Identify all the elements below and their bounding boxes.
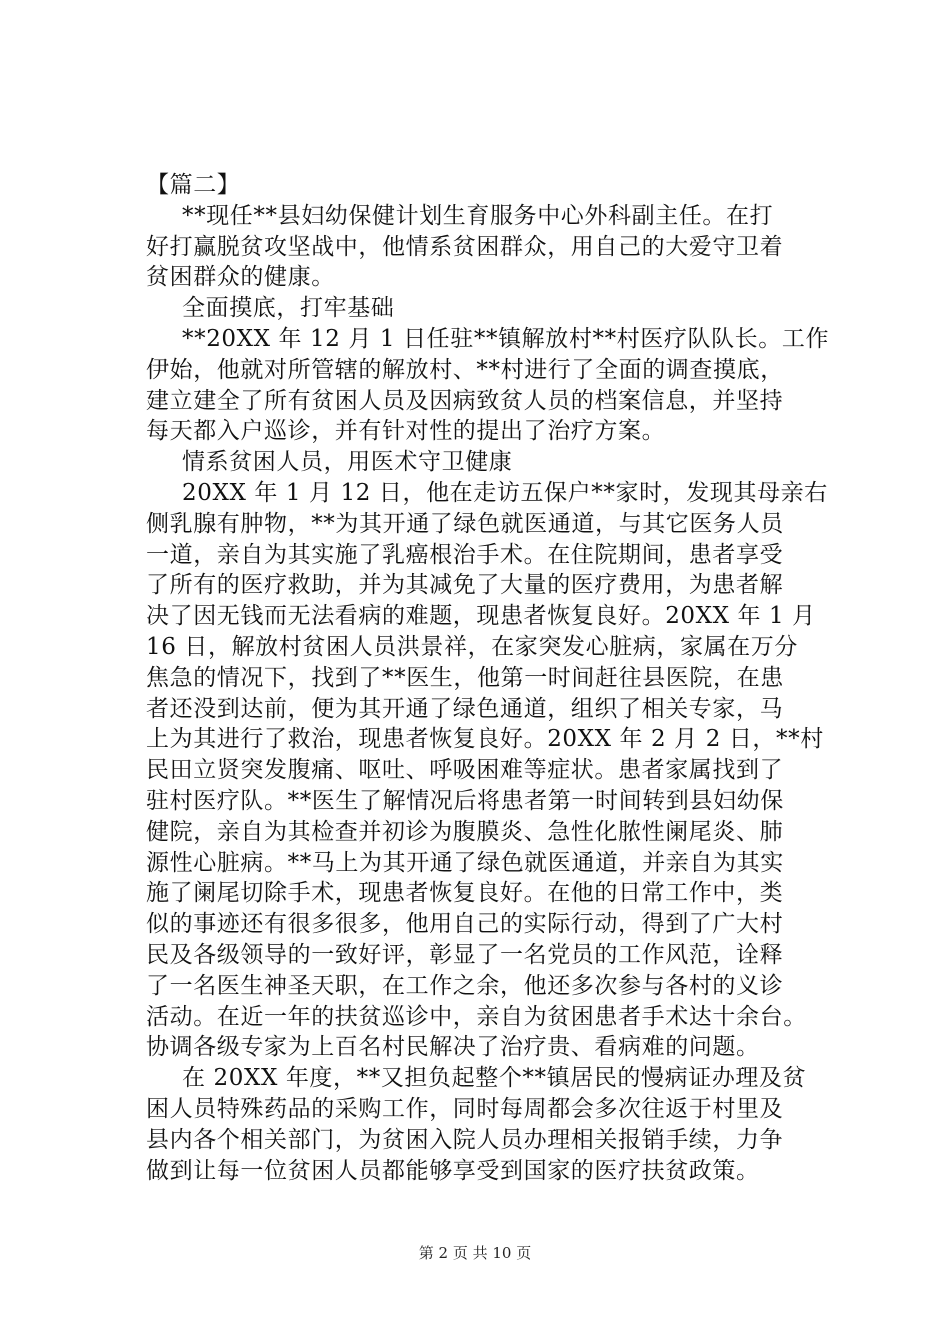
paragraph-line: 协调各级专家为上百名村民解决了治疗贵、看病难的问题。	[146, 1034, 760, 1061]
paragraph-line: 施了阑尾切除手术，现患者恢复良好。在他的日常工作中，类	[146, 880, 784, 907]
paragraph-line: 民田立贤突发腹痛、呕吐、呼吸困难等症状。患者家属找到了	[146, 757, 784, 784]
paragraph-line: 每天都入户巡诊，并有针对性的提出了治疗方案。	[146, 418, 666, 445]
paragraph-line: 贫困群众的健康。	[146, 264, 335, 291]
paragraph-line: 者还没到达前，便为其开通了绿色通道，组织了相关专家，马	[146, 695, 784, 722]
paragraph-line: 县内各个相关部门，为贫困入院人员办理相关报销手续，力争	[146, 1126, 784, 1153]
paragraph-line: 似的事迹还有很多很多，他用自己的实际行动，得到了广大村	[146, 911, 784, 938]
document-body	[146, 170, 846, 1186]
paragraph-line: 侧乳腺有肿物，**为其开通了绿色就医通道，与其它医务人员	[146, 510, 784, 537]
paragraph-line: 伊始，他就对所管辖的解放村、**村进行了全面的调查摸底，	[146, 356, 784, 383]
paragraph-line: 20XX 年 1 月 12 日，他在走访五保户**家时，发现其母亲右	[182, 479, 828, 506]
paragraph-line: 一道，亲自为其实施了乳癌根治手术。在住院期间，患者享受	[146, 541, 784, 568]
paragraph-line: 源性心脏病。**马上为其开通了绿色就医通道，并亲自为其实	[146, 849, 784, 876]
paragraph-line: 建立建全了所有贫困人员及因病致贫人员的档案信息，并坚持	[146, 387, 784, 414]
subheading: 情系贫困人员，用医术守卫健康	[182, 449, 513, 476]
paragraph-line: 了所有的医疗救助，并为其减免了大量的医疗费用，为患者解	[146, 572, 784, 599]
paragraph-line: 活动。在近一年的扶贫巡诊中，亲自为贫困患者手术达十余台。	[146, 1003, 807, 1030]
paragraph-line: 上为其进行了救治，现患者恢复良好。20XX 年 2 月 2 日，**村	[146, 726, 824, 753]
paragraph-line: 在 20XX 年度，**又担负起整个**镇居民的慢病证办理及贫	[182, 1065, 807, 1092]
paragraph-line: 焦急的情况下，找到了**医生，他第一时间赶往县医院，在患	[146, 664, 784, 691]
page-number-footer: 第 2 页 共 10 页	[418, 1244, 532, 1262]
paragraph-line: 健院，亲自为其检查并初诊为腹膜炎、急性化脓性阑尾炎、肺	[146, 818, 784, 845]
paragraph-line: 驻村医疗队。**医生了解情况后将患者第一时间转到县妇幼保	[146, 787, 784, 814]
paragraph-line: 好打赢脱贫攻坚战中，他情系贫困群众，用自己的大爱守卫着	[146, 233, 784, 260]
paragraph-line: 了一名医生神圣天职，在工作之余，他还多次参与各村的义诊	[146, 972, 784, 999]
section-heading: 【篇二】	[146, 172, 241, 198]
paragraph-line: 做到让每一位贫困人员都能够享受到国家的医疗扶贫政策。	[146, 1157, 760, 1184]
paragraph-line: **现任**县妇幼保健计划生育服务中心外科副主任。在打	[182, 202, 774, 229]
paragraph-line: 决了因无钱而无法看病的难题，现患者恢复良好。20XX 年 1 月	[146, 603, 816, 630]
paragraph-line: **20XX 年 12 月 1 日任驻**镇解放村**村医疗队队长。工作	[182, 325, 830, 352]
paragraph-line: 民及各级领导的一致好评，彰显了一名党员的工作风范，诠释	[146, 941, 784, 968]
paragraph-line: 16 日，解放村贫困人员洪景祥，在家突发心脏病，家属在万分	[146, 633, 798, 660]
subheading: 全面摸底，打牢基础	[182, 295, 395, 322]
paragraph-line: 困人员特殊药品的采购工作，同时每周都会多次往返于村里及	[146, 1095, 784, 1122]
